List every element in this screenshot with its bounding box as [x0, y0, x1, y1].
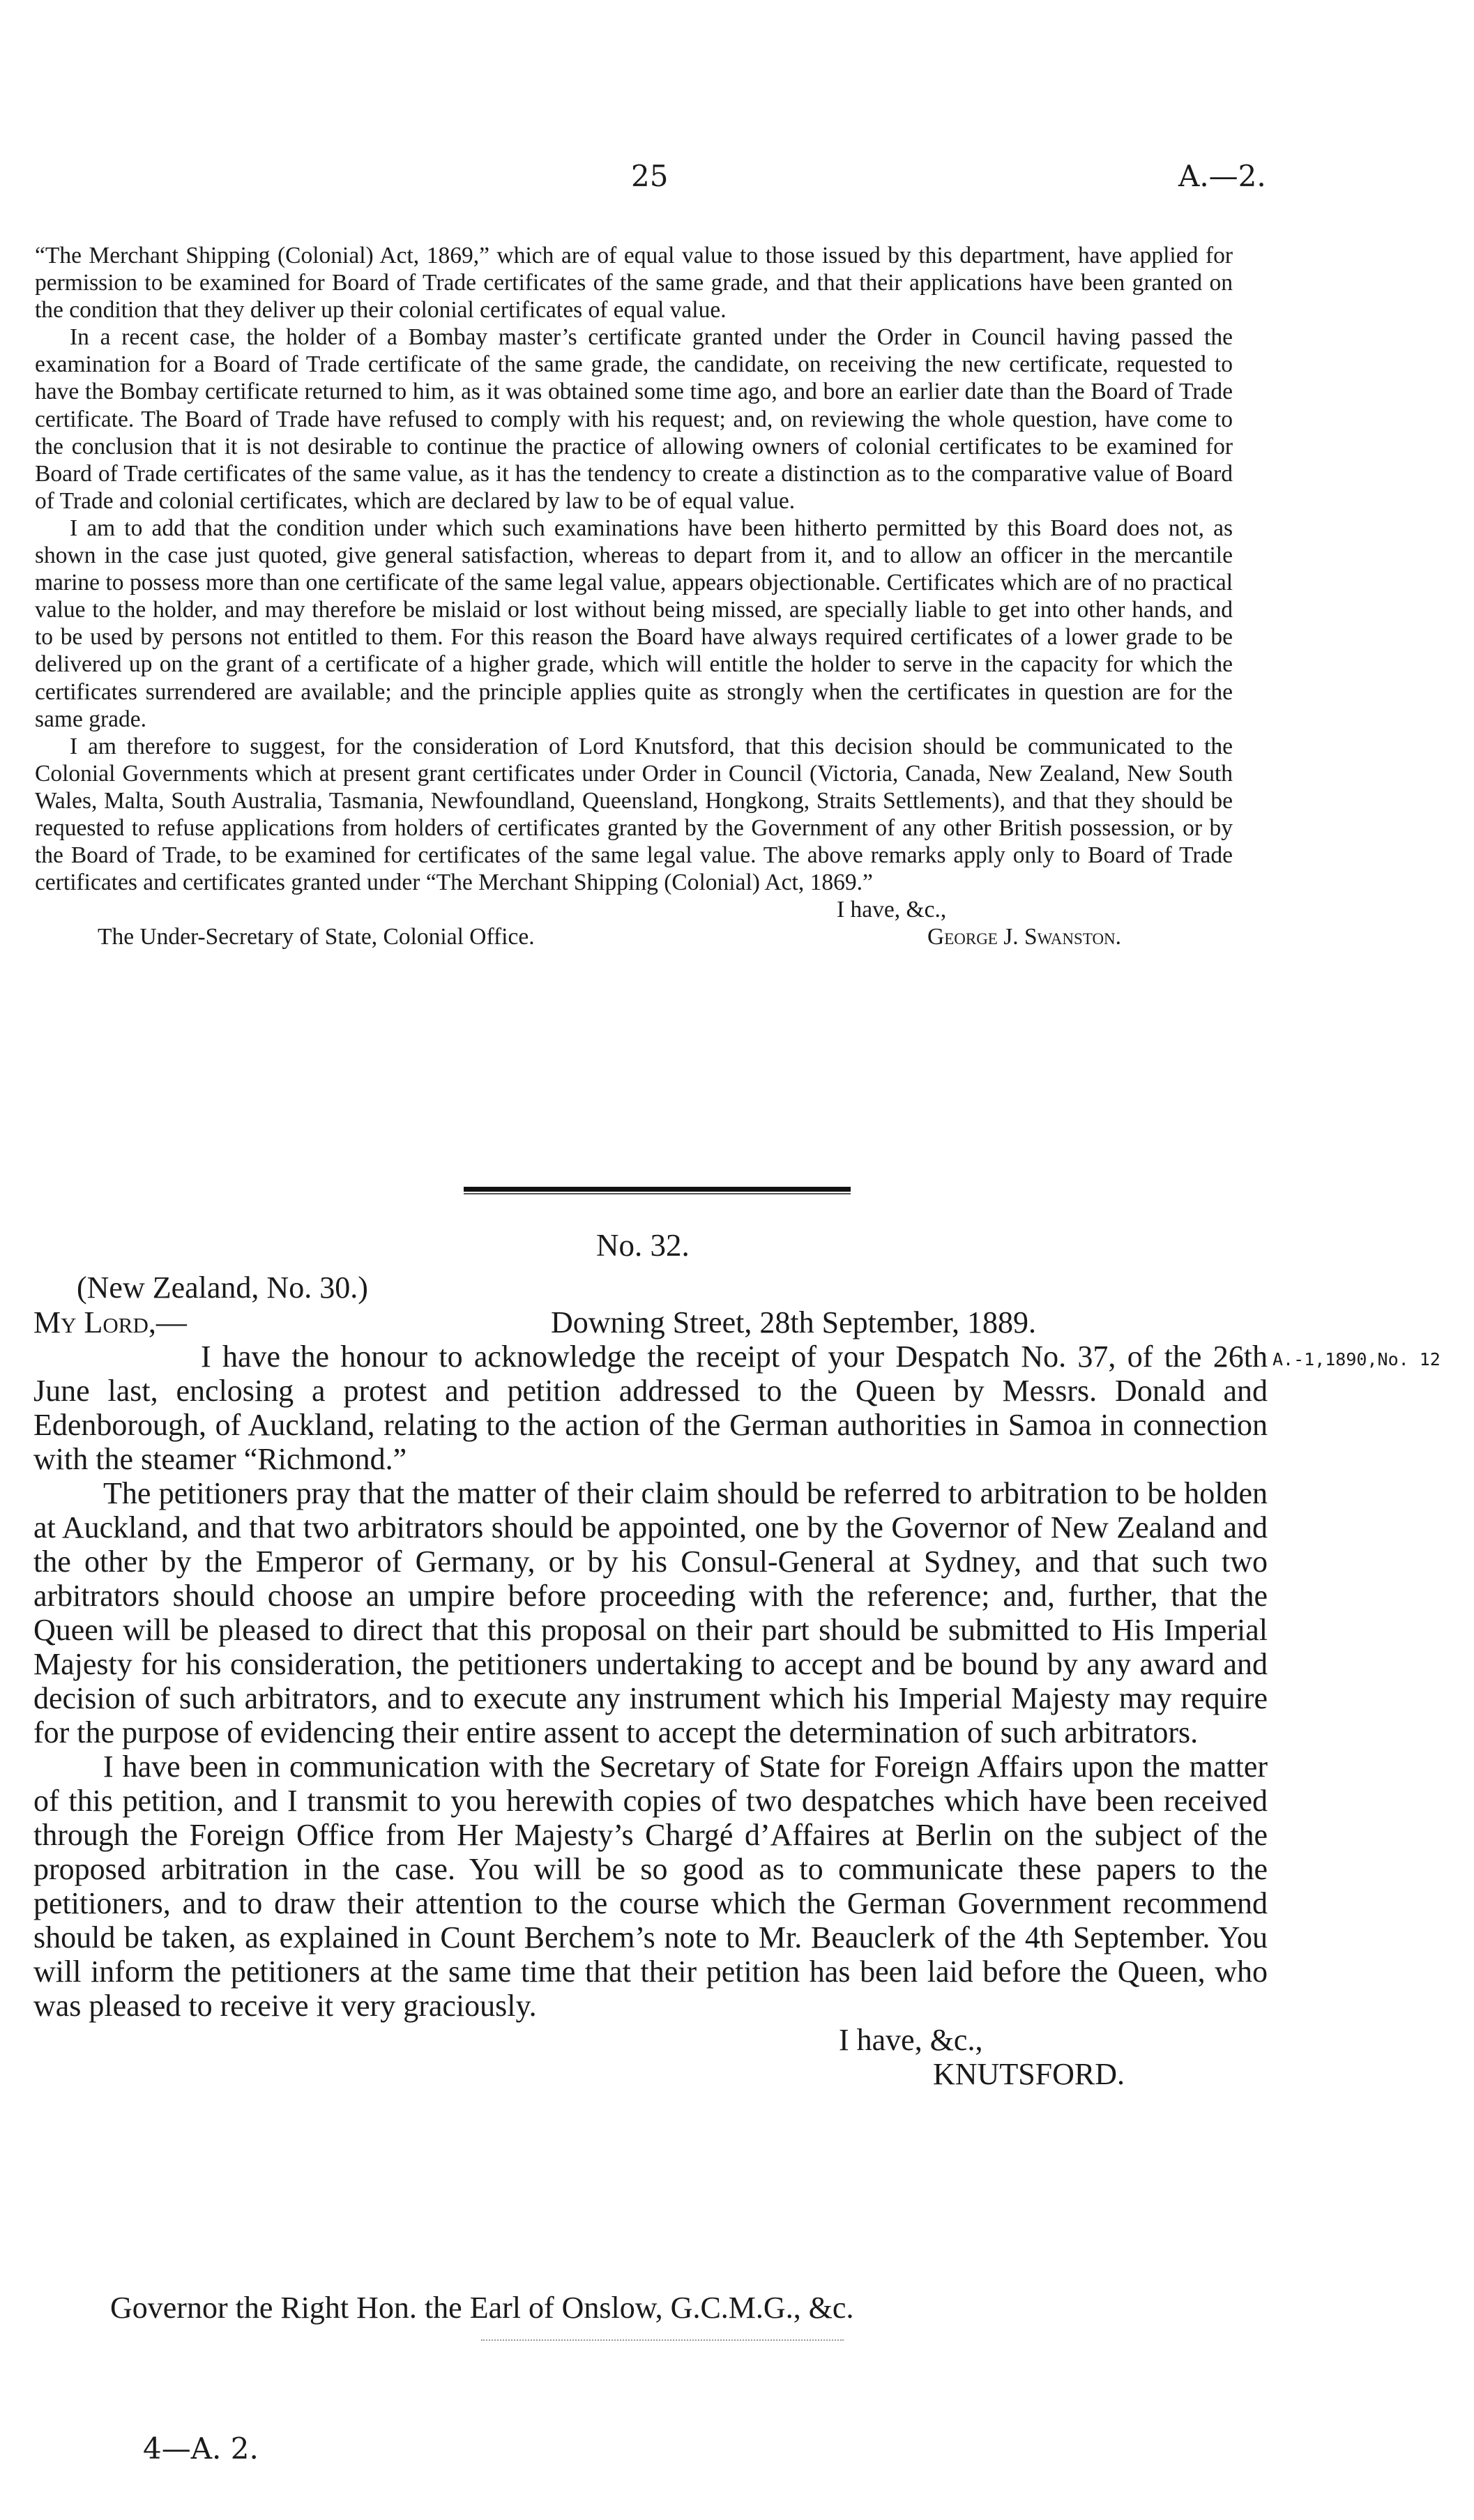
paragraph: I am to add that the condition under which such examinations have been hitherto permitted by this Board does not, as shown in the case just quoted, give general satisfaction, whereas to depart from it, and to allow an officer in the mercantile marine to possess more than one certificate of the same legal value, appears objectionable. Certificates which are of no practical value to the holder, and may therefore be mislaid or lost without being missed, are specially liable to get into other hands, and to be used by persons not entitled to them. For this reason the Board have always required certificates of a lower grade to be delivered up on the grant of a certificate of a higher grade, which will entitle the holder to serve in the capacity for which the certificates surrendered are available; and the principle applies quite as strongly when the certificates in question are for the same grade.	[35, 515, 1233, 732]
signature-row	[33, 2057, 1268, 2091]
place-date: Downing Street, 28th September, 1889.	[551, 1305, 1037, 1339]
section-divider-thin	[464, 1193, 851, 1194]
despatch-body	[33, 1339, 1268, 2091]
closing: I have, &c.,	[839, 2023, 983, 2057]
paragraph: In a recent case, the holder of a Bombay master’s certificate granted under the Order in Council having passed the examination for a Board of Trade certificate of the same grade, the candidate, on receiving the new certificate, requested to have the Bombay certificate returned to him, as it was obtained some time ago, and bore an earlier date than the Board of Trade certificate. The Board of Trade have refused to comply with his request; and, on reviewing the whole question, have come to the conclusion that it is not desirable to continue the practice of allowing owners of colonial certificates to be examined for Board of Trade certificates of the same value, as it has the tendency to create a distinction as to the comparative value of Board of Trade and colonial certificates, which are declared by law to be of equal value.	[35, 324, 1233, 514]
signature: George J. Swanston.	[927, 924, 1122, 950]
letter-board-of-trade	[35, 242, 1233, 950]
margin-note: A.-1,1890,No. 12	[1272, 1349, 1441, 1369]
colony-reference: (New Zealand, No. 30.)	[77, 1270, 368, 1305]
document-number: No. 32.	[596, 1228, 690, 1263]
addressee: The Under-Secretary of State, Colonial Office.	[98, 924, 535, 950]
dotted-divider	[481, 2339, 844, 2341]
addressee: Governor the Right Hon. the Earl of Onslow, G.C.M.G., &c.	[110, 2291, 854, 2325]
paragraph: I have the honour to acknowledge the receipt of your Despatch No. 37, of the 26th June last, enclosing a protest and petition addressed to the Queen by Messrs. Donald and Edenborough, of Auckland, relating to the action of the German authorities in Samoa in connection with the steamer “Richmond.”	[33, 1339, 1268, 1476]
section-divider	[464, 1187, 851, 1192]
salutation: My Lord,—	[33, 1305, 187, 1339]
addressee-row	[35, 923, 1233, 950]
paragraph: “The Merchant Shipping (Colonial) Act, 1869,” which are of equal value to those issued by this department, have applied for permission to be examined for Board of Trade certificates of the same grade, and that their applications have been granted on the condition that they deliver up their colonial certificates of equal value.	[35, 243, 1233, 324]
paragraph: I have been in communication with the Secretary of State for Foreign Affairs upon the matter of this petition, and I transmit to you herewith copies of two despatches which have been received through the Foreign Office from Her Majesty’s Chargé d’Affaires at Berlin on the subject of the proposed arbitration in the case. You will be so good as to communicate these papers to the petitioners, and to draw their attention to the course which the German Government recommend should be taken, as explained in Count Berchem’s note to Mr. Beauclerk of the 4th September. You will inform the petitioners at the same time that their petition has been laid before the Queen, who was pleased to receive it very graciously.	[33, 1749, 1268, 2023]
document-reference: A.—2.	[1178, 159, 1266, 193]
signature: KNUTSFORD.	[933, 2057, 1125, 2091]
paragraph: The petitioners pray that the matter of their claim should be referred to arbitration to be holden at Auckland, and that two arbitrators should be appointed, one by the Governor of New Zealand and the other by the Emperor of Germany, or by his Consul-General at Sydney, and that such two arbitrators should choose an umpire before proceeding with the reference; and, further, that the Queen will be pleased to direct that this proposal on their part should be submitted to His Imperial Majesty for his consideration, the petitioners undertaking to accept and be bound by any award and decision of such arbitrators, and to execute any instrument which his Imperial Majesty may require for the purpose of evidencing their entire assent to accept the determination of such arbitrators.	[33, 1476, 1268, 1749]
closing-row	[35, 896, 1233, 923]
closing: I have, &c.,	[837, 897, 947, 923]
paragraph: I am therefore to suggest, for the consideration of Lord Knutsford, that this decision should be communicated to the Colonial Governments which at present grant certificates under Order in Council (Victoria, Canada, New Zealand, New South Wales, Malta, South Australia, Tasmania, Newfoundland, Queensland, Hongkong, Straits Settlements), and that they should be requested to refuse applications from holders of certificates granted by the Government of any other British possession, or by the Board of Trade, to be examined for certificates of the same legal value. The above remarks apply only to Board of Trade certificates and certificates granted under “The Merchant Shipping (Colonial) Act, 1869.”	[35, 733, 1233, 896]
page-number: 25	[631, 159, 669, 193]
sheet-mark: 4—A. 2.	[143, 2431, 259, 2466]
closing-row	[33, 2023, 1268, 2057]
